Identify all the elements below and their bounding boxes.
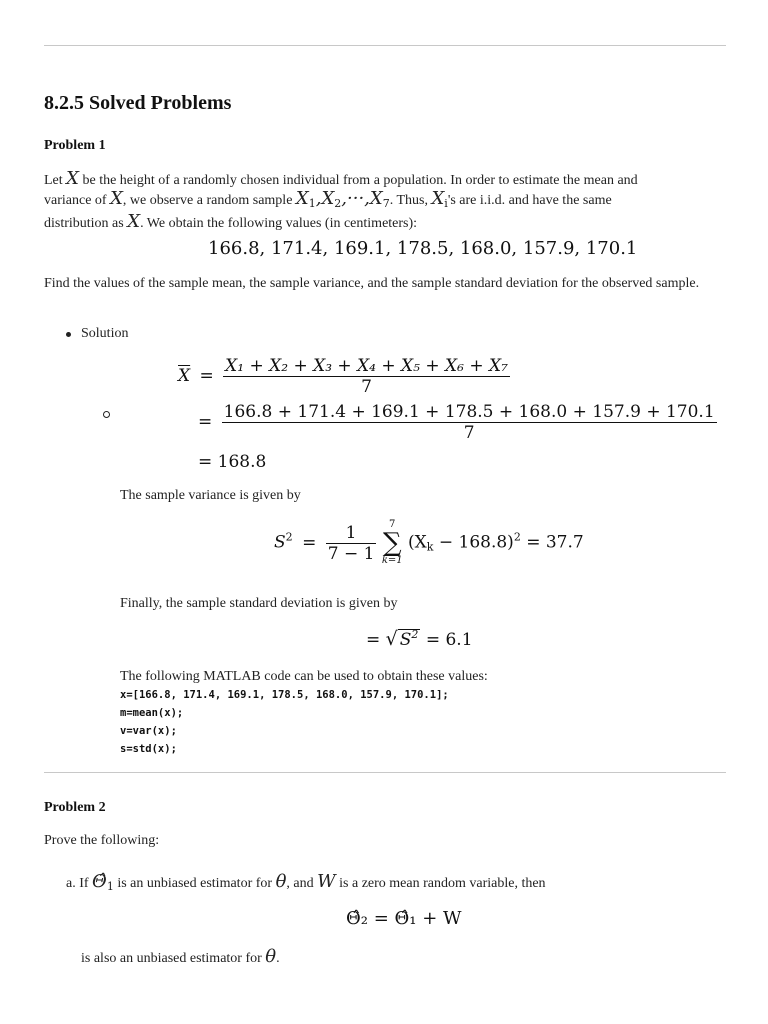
problem-2-intro: Prove the following: xyxy=(44,833,160,848)
sample-values-equation: 166.8, 171.4, 169.1, 178.5, 168.0, 157.9, 170.1 xyxy=(208,238,638,259)
std-intro-text: Finally, the sample standard deviation is given by xyxy=(120,596,398,611)
solution-label: Solution xyxy=(81,326,129,341)
sample-mean-equation-line-2: = $\frac{166.8 + 171.4 + 169.1 + 178.5 + 168.0 + 157.9 + 170.1}{7}$ xyxy=(198,402,715,443)
problem-2-heading: Problem 2 xyxy=(44,800,106,815)
item-a-closing: is also an unbiased estimator for θ. xyxy=(81,946,280,967)
problem-1-heading: Problem 1 xyxy=(44,138,106,153)
intro-line-1: Let X be the height of a randomly chosen individual from a population. In order to estimate the mean and xyxy=(44,168,638,189)
variance-intro-text: The sample variance is given by xyxy=(120,488,301,503)
matlab-code-line-2: m=mean(x); xyxy=(120,707,184,719)
sample-mean-result: = 168.8 xyxy=(198,452,267,472)
problem-divider xyxy=(44,772,726,773)
intro-line-3: distribution as X. We obtain the following values (in centimeters): xyxy=(44,211,418,232)
sample-std-equation: = √ $S^2 = 6.1$ xyxy=(366,628,473,650)
problem-1-question: Find the values of the sample mean, the sample variance, and the sample standard deviation for the observed sample. xyxy=(44,276,700,291)
sample-mean-symbol: $\overline{X}$ xyxy=(178,366,191,386)
mean-fraction-numeric: $\frac{166.8 + 171.4 + 169.1 + 178.5 + 168.0 + 157.9 + 170.1}{7}$ xyxy=(223,402,715,443)
summation-symbol: 7 ∑ k=1 xyxy=(381,519,403,566)
mean-fraction-symbolic: $\frac{\text{X₁ + X₂ + X₃ + X₄ + X₅ + X₆ + X₇}}{7}$ xyxy=(225,356,508,397)
matlab-intro-text: The following MATLAB code can be used to obtain these values: xyxy=(120,669,488,684)
nested-circle-bullet-icon xyxy=(103,411,110,418)
problem-1-intro xyxy=(44,170,734,233)
section-title: 8.2.5 Solved Problems xyxy=(44,92,232,114)
variance-fraction: $\frac{1}{7 - 1}$ xyxy=(327,522,375,564)
sample-variance-equation: $S^2$ = $\frac{1}{7 - 1}$ 7 ∑ k=1 $(X_k - 168.8)^2 = 37.7$ xyxy=(274,519,584,566)
unbiased-estimator-equation: Θ̂₂ = Θ̂₁ + W xyxy=(346,908,462,929)
item-a-marker: a. xyxy=(66,876,76,891)
matlab-code-line-4: s=std(x); xyxy=(120,743,177,755)
solution-bullet-icon xyxy=(66,332,71,337)
top-divider xyxy=(44,45,726,46)
matlab-code-line-1: x=[166.8, 171.4, 169.1, 178.5, 168.0, 157.9, 170.1]; xyxy=(120,689,449,701)
matlab-code-line-3: v=var(x); xyxy=(120,725,177,737)
intro-line-2: variance of X, we observe a random sample $X_1,X_2,\cdot\cdot\cdot,X_7$. Thus, $X_i's$ are i.i.d. and have the same xyxy=(44,188,612,210)
problem-2-item-a: a. If $\Thetâ_1$ is an unbiased estimator for θ, and W is a zero mean random variable, then xyxy=(66,871,546,893)
sample-mean-equation-line-1: $\overline{X}$ = $\frac{\text{X₁ + X₂ + X₃ + X₄ + X₅ + X₆ + X₇}}{7}$ xyxy=(178,356,508,397)
